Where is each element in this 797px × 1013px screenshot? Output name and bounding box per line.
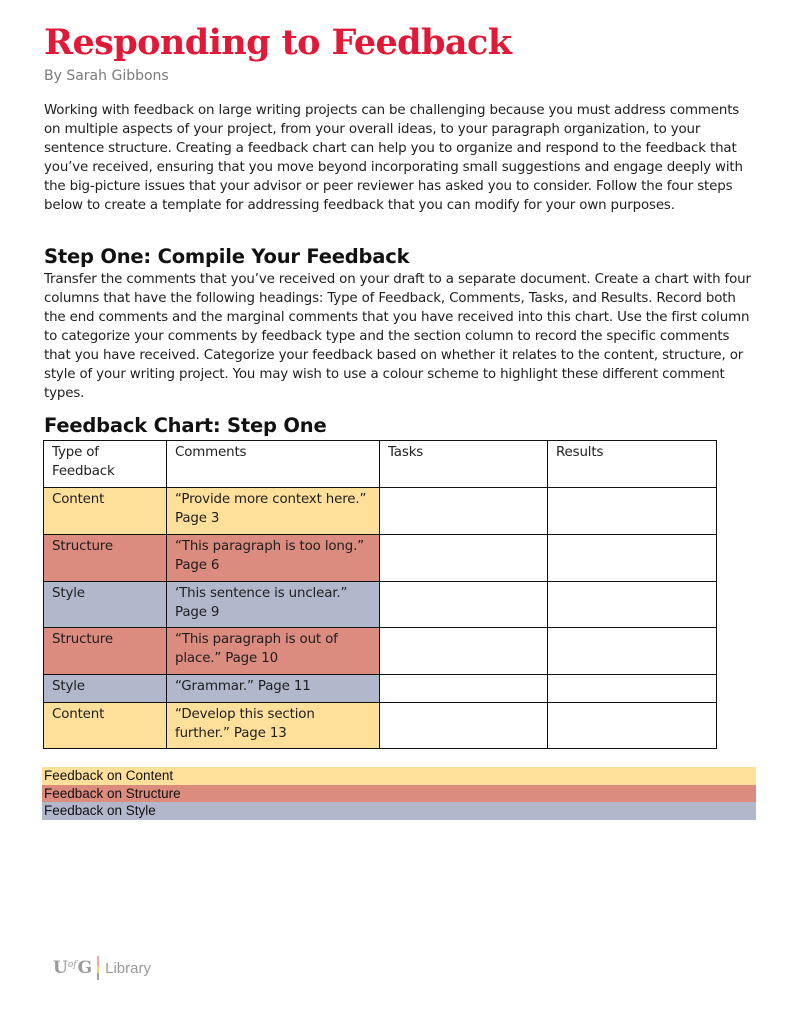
legend-style: Feedback on Style <box>42 802 756 820</box>
author-byline: By Sarah Gibbons <box>44 68 169 84</box>
step-one-heading: Step One: Compile Your Feedback <box>44 245 410 268</box>
logo-divider <box>97 956 99 980</box>
chart-heading: Feedback Chart: Step One <box>44 414 327 437</box>
table-row <box>44 675 717 703</box>
cell-type: Style <box>44 675 167 703</box>
cell-comment: “Develop this section further.” Page 13 <box>167 703 380 749</box>
color-legend <box>42 767 756 820</box>
cell-results[interactable] <box>548 675 717 703</box>
logo-library-text: Library <box>105 959 151 977</box>
cell-results[interactable] <box>548 628 717 675</box>
header-comments: Comments <box>167 441 380 488</box>
logo-u: U <box>53 958 67 978</box>
document-title: Responding to Feedback <box>44 22 512 63</box>
cell-results[interactable] <box>548 488 717 535</box>
feedback-chart-table <box>43 440 717 749</box>
table-row <box>44 535 717 582</box>
cell-results[interactable] <box>548 535 717 582</box>
cell-type: Structure <box>44 628 167 675</box>
table-row <box>44 488 717 535</box>
logo-of: of <box>67 960 77 970</box>
cell-type: Structure <box>44 535 167 582</box>
cell-results[interactable] <box>548 703 717 749</box>
cell-type: Content <box>44 488 167 535</box>
table-row <box>44 582 717 628</box>
intro-paragraph: Working with feedback on large writing projects can be challenging because you must address comments on multiple aspects of your project, from your overall ideas, to your paragraph organization, to your sentence structure. Creating a feedback chart can help you to organize and respond to the feedback that you’ve received, ensuring that you move beyond incorporating small suggestions and engage deeply with the big-picture issues that your advisor or peer reviewer has asked you to consider. Follow the four steps below to create a template for addressing feedback that you can modify for your own purposes. <box>44 103 743 213</box>
table-row <box>44 628 717 675</box>
step-one-body: Transfer the comments that you’ve received on your draft to a separate document. Create a chart with four columns that have the following headings: Type of Feedback, Comments, Tasks, and Results. Record both the end comments and the marginal comments that you have received into this chart. Use the first column to categorize your comments by feedback type and the section column to record the specific comments that you have received. Categorize your feedback based on whether it relates to the content, structure, or style of your writing project. You may wish to use a colour scheme to highlight these different comment types. <box>44 272 751 401</box>
header-tasks: Tasks <box>380 441 548 488</box>
header-results: Results <box>548 441 717 488</box>
logo-g: G <box>77 958 92 978</box>
table-header-row <box>44 441 717 488</box>
cell-tasks[interactable] <box>380 488 548 535</box>
cell-tasks[interactable] <box>380 535 548 582</box>
cell-comment: “Grammar.” Page 11 <box>167 675 380 703</box>
cell-tasks[interactable] <box>380 675 548 703</box>
table-row <box>44 703 717 749</box>
cell-tasks[interactable] <box>380 628 548 675</box>
cell-tasks[interactable] <box>380 582 548 628</box>
uofg-library-logo <box>53 956 151 980</box>
legend-structure: Feedback on Structure <box>42 785 756 803</box>
legend-content: Feedback on Content <box>42 767 756 785</box>
cell-comment: “This paragraph is too long.” Page 6 <box>167 535 380 582</box>
cell-type: Style <box>44 582 167 628</box>
cell-comment: “This paragraph is out of place.” Page 10 <box>167 628 380 675</box>
cell-comment: ‘This sentence is unclear.” Page 9 <box>167 582 380 628</box>
cell-results[interactable] <box>548 582 717 628</box>
cell-comment: “Provide more context here.” Page 3 <box>167 488 380 535</box>
header-type: Type of Feedback <box>44 441 167 488</box>
cell-tasks[interactable] <box>380 703 548 749</box>
cell-type: Content <box>44 703 167 749</box>
